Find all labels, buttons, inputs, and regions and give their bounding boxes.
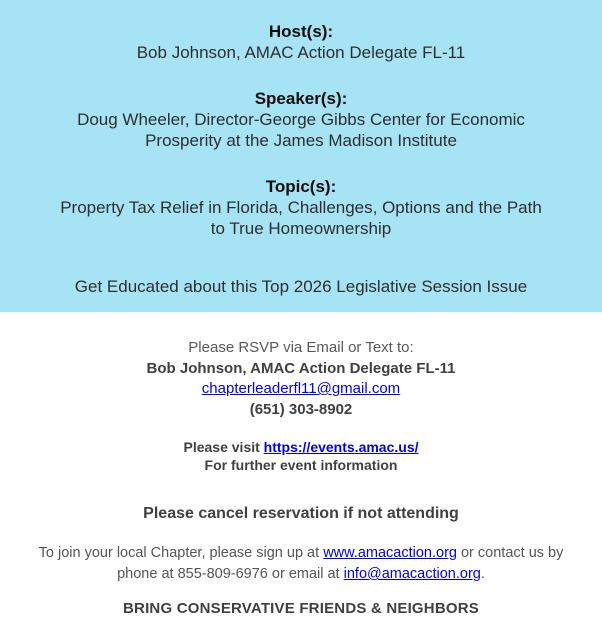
join-text-3: . (480, 566, 485, 582)
host-name: Bob Johnson, AMAC Action Delegate FL-11 (136, 43, 466, 62)
event-tagline: Get Educated about this Top 2026 Legislative Session Issue (74, 277, 528, 296)
rsvp-block (0, 338, 602, 420)
rsvp-email-link[interactable]: chapterleaderfl11@gmail.com (201, 380, 401, 397)
cancel-reservation-note: Please cancel reservation if not attending (143, 505, 459, 522)
amacaction-email-link[interactable]: info@amacaction.org (343, 566, 481, 582)
join-text-2: or contact us by phone at 855-809-6976 or email at (117, 545, 564, 582)
topic-text: Property Tax Relief in Florida, Challenges, Options and the Path to True Homeownership (60, 198, 542, 238)
join-text-1: To join your local Chapter, please sign up at (38, 545, 324, 561)
topic-section (38, 176, 564, 239)
events-site-link[interactable]: https://events.amac.us/ (263, 439, 419, 455)
topic-heading: Topic(s): (265, 177, 337, 196)
rsvp-phone: (651) 303-8902 (249, 400, 353, 418)
rsvp-email-line (0, 379, 602, 400)
speaker-heading: Speaker(s): (254, 89, 348, 108)
host-heading: Host(s): (268, 22, 334, 41)
rsvp-section (0, 338, 602, 617)
visit-block (0, 438, 602, 474)
visit-prefix-text: Please visit (183, 439, 264, 455)
host-section (38, 21, 564, 63)
speaker-name: Doug Wheeler, Director-George Gibbs Center for Economic Prosperity at the James Madison Institute (77, 110, 525, 150)
speaker-section (38, 88, 564, 151)
visit-info-line: For further event information (204, 457, 398, 473)
footer-tagline: BRING CONSERVATIVE FRIENDS & NEIGHBORS (123, 600, 479, 617)
join-chapter-note (39, 543, 564, 585)
rsvp-contact-name: Bob Johnson, AMAC Action Delegate FL-11 (146, 359, 456, 377)
amacaction-site-link[interactable]: www.amacaction.org (323, 545, 457, 561)
rsvp-intro: Please RSVP via Email or Text to: (188, 339, 414, 356)
